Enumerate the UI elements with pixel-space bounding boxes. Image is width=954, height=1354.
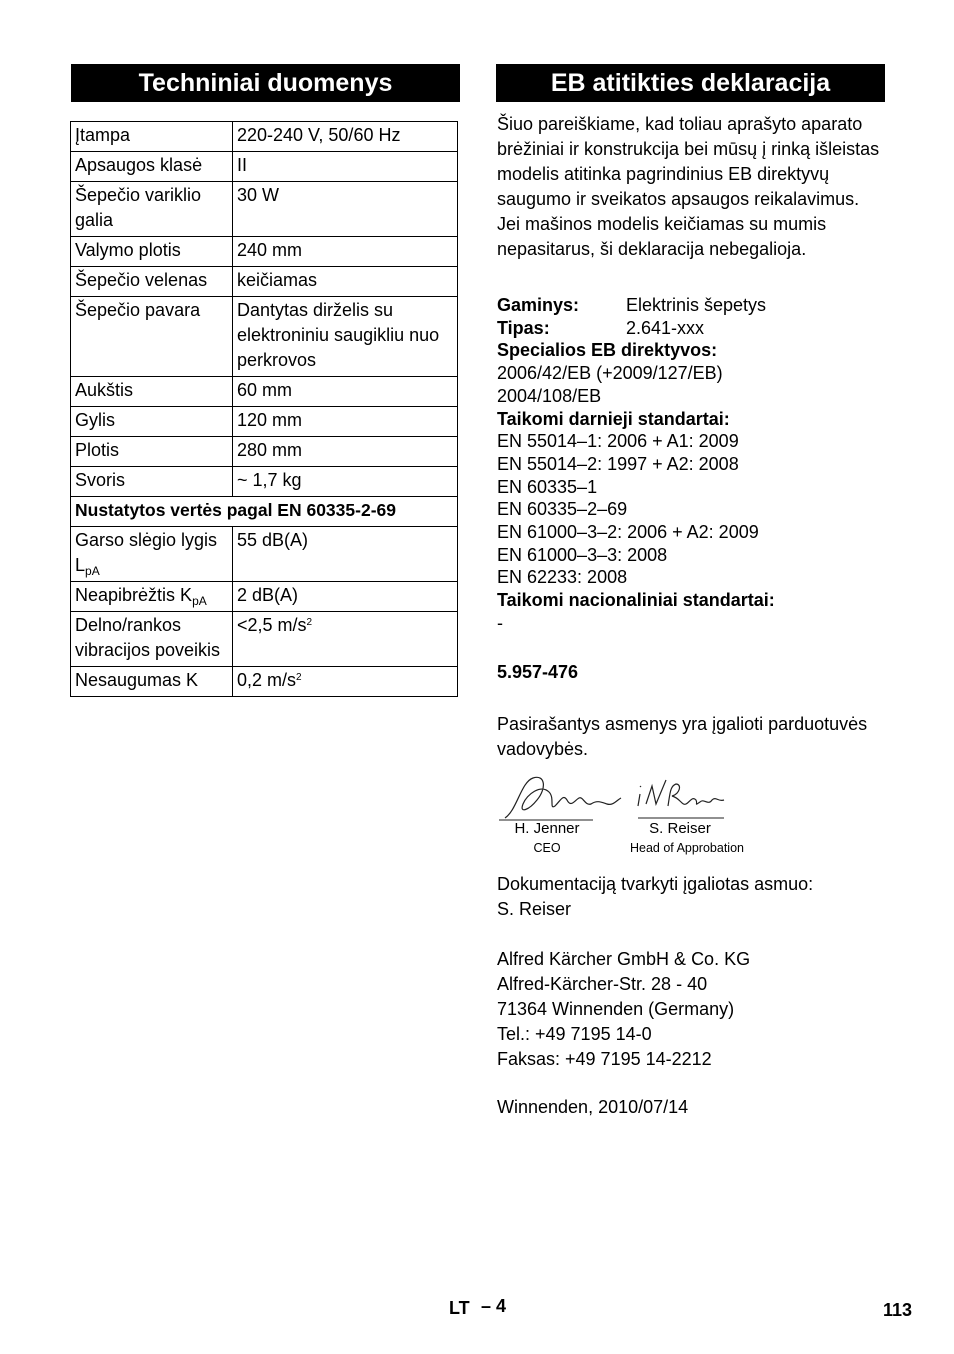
address-line: Faksas: +49 7195 14-2212 <box>497 1049 712 1069</box>
spec-value: II <box>233 152 458 182</box>
table-row <box>71 297 458 377</box>
spec-label: Šepečio pavara <box>71 297 233 377</box>
spec-value: Dantytas dirželis su elektroniniu saugikliu nuo perkrovos <box>233 297 458 377</box>
spec-value-superscript: 2 <box>296 672 302 683</box>
spec-value: 55 dB(A) <box>233 527 458 582</box>
table-row <box>71 152 458 182</box>
spec-value: 120 mm <box>233 407 458 437</box>
product-value: Elektrinis šepetys <box>626 295 767 315</box>
spec-label-subscript: pA <box>192 594 207 608</box>
type-row <box>497 317 887 340</box>
documentation-person-label: Dokumentaciją tvarkyti įgaliotas asmuo: <box>497 874 814 894</box>
spec-label: Įtampa <box>71 122 233 152</box>
place-date: Winnenden, 2010/07/14 <box>497 1097 689 1117</box>
spec-value-text: <2,5 m/s <box>237 615 307 635</box>
standard-item: EN 62233: 2008 <box>497 567 628 588</box>
table-row <box>71 527 458 582</box>
spec-label: Valymo plotis <box>71 237 233 267</box>
page-number: 113 <box>882 1300 912 1320</box>
spec-label-subscript: pA <box>85 564 100 578</box>
standard-item: EN 60335–2–69 <box>497 499 628 520</box>
product-row <box>497 294 887 317</box>
declaration-intro: Šiuo pareiškiame, kad toliau aprašyto aparato brėžiniai ir konstrukcija bei mūsų į rinką išleistas modelis atitinka pagrindinius EB direktyvų saugumo ir sveikatos apsaugos reikalavimus. Jei mašinos modelis keičiamas su mumis nepasitarus, ši deklaracija nebegalioja. <box>497 114 880 259</box>
table-section-row <box>71 497 458 527</box>
technical-data-heading: Techniniai duomenys <box>71 64 460 102</box>
spec-value: 240 mm <box>233 237 458 267</box>
directive-item: 2006/42/EB (+2009/127/EB) <box>497 363 723 384</box>
table-row <box>71 122 458 152</box>
table-row <box>71 407 458 437</box>
declaration-details <box>497 294 887 635</box>
spec-value-text: 0,2 m/s <box>237 670 297 690</box>
spec-value: ~ 1,7 kg <box>233 467 458 497</box>
spec-label: Gylis <box>71 407 233 437</box>
spec-value: 30 W <box>233 182 458 237</box>
spec-label <box>71 582 233 612</box>
address-line: Tel.: +49 7195 14-0 <box>497 1024 652 1044</box>
authorization-note: Pasirašantys asmenys yra įgalioti parduotuvės vadovybės. <box>497 714 868 759</box>
directives-label: Specialios EB direktyvos: <box>497 340 718 361</box>
spec-label-text: Garso slėgio lygis L <box>75 530 218 575</box>
spec-value: 220-240 V, 50/60 Hz <box>233 122 458 152</box>
standard-item: EN 61000–3–2: 2006 + A2: 2009 <box>497 522 759 543</box>
standard-item: EN 60335–1 <box>497 476 598 497</box>
spec-label: Nesaugumas K <box>71 667 233 697</box>
table-row <box>71 377 458 407</box>
documentation-person-name: S. Reiser <box>497 899 572 919</box>
table-row <box>71 612 458 667</box>
table-row <box>71 437 458 467</box>
technical-data-table <box>70 121 458 697</box>
document-number: 5.957-476 <box>497 662 579 682</box>
directive-item: 2004/108/EB <box>497 385 602 406</box>
footer-section-page: – 4 <box>481 1296 507 1316</box>
spec-label: Šepečio velenas <box>71 267 233 297</box>
spec-value: keičiamas <box>233 267 458 297</box>
spec-value: 60 mm <box>233 377 458 407</box>
spec-label <box>71 527 233 582</box>
spec-label: Svoris <box>71 467 233 497</box>
table-row <box>71 582 458 612</box>
type-label: Tipas: <box>497 317 550 338</box>
spec-label: Plotis <box>71 437 233 467</box>
spec-value: 2 dB(A) <box>233 582 458 612</box>
table-row <box>71 267 458 297</box>
address-line: Alfred Kärcher GmbH & Co. KG <box>497 949 751 969</box>
signer-name: H. Jenner <box>514 820 580 837</box>
product-label: Gaminys: <box>497 295 580 315</box>
spec-label: Delno/rankos vibracijos poveikis <box>71 612 233 667</box>
table-section-heading: Nustatytos vertės pagal EN 60335-2-69 <box>71 497 458 527</box>
standard-item: EN 55014–1: 2006 + A1: 2009 <box>497 431 739 452</box>
national-standards-value: - <box>497 612 503 633</box>
table-row <box>71 182 458 237</box>
signature-reiser <box>632 776 732 820</box>
address-line: Alfred-Kärcher-Str. 28 - 40 <box>497 974 708 994</box>
table-row <box>71 467 458 497</box>
company-address <box>497 947 887 1072</box>
documentation-person <box>497 872 887 922</box>
table-row <box>71 667 458 697</box>
signer-title: CEO <box>533 841 561 855</box>
signer-name: S. Reiser <box>649 820 711 837</box>
signer-title: Head of Approbation <box>630 841 744 855</box>
footer-language: LT <box>449 1298 470 1318</box>
standard-item: EN 55014–2: 1997 + A2: 2008 <box>497 453 739 474</box>
table-row <box>71 237 458 267</box>
national-standards-label: Taikomi nacionaliniai standartai: <box>497 590 775 611</box>
spec-value <box>233 667 458 697</box>
spec-value <box>233 612 458 667</box>
spec-label-text: Neapibrėžtis K <box>75 585 193 605</box>
type-value: 2.641-xxx <box>626 317 705 338</box>
spec-value-superscript: 2 <box>306 617 313 628</box>
address-line: 71364 Winnenden (Germany) <box>497 999 735 1019</box>
spec-label: Apsaugos klasė <box>71 152 233 182</box>
spec-value: 280 mm <box>233 437 458 467</box>
declaration-heading: EB atitikties deklaracija <box>496 64 885 102</box>
standard-item: EN 61000–3–3: 2008 <box>497 544 668 565</box>
harmonized-standards-label: Taikomi darnieji standartai: <box>497 408 730 429</box>
spec-label: Šepečio variklio galia <box>71 182 233 237</box>
spec-label: Aukštis <box>71 377 233 407</box>
